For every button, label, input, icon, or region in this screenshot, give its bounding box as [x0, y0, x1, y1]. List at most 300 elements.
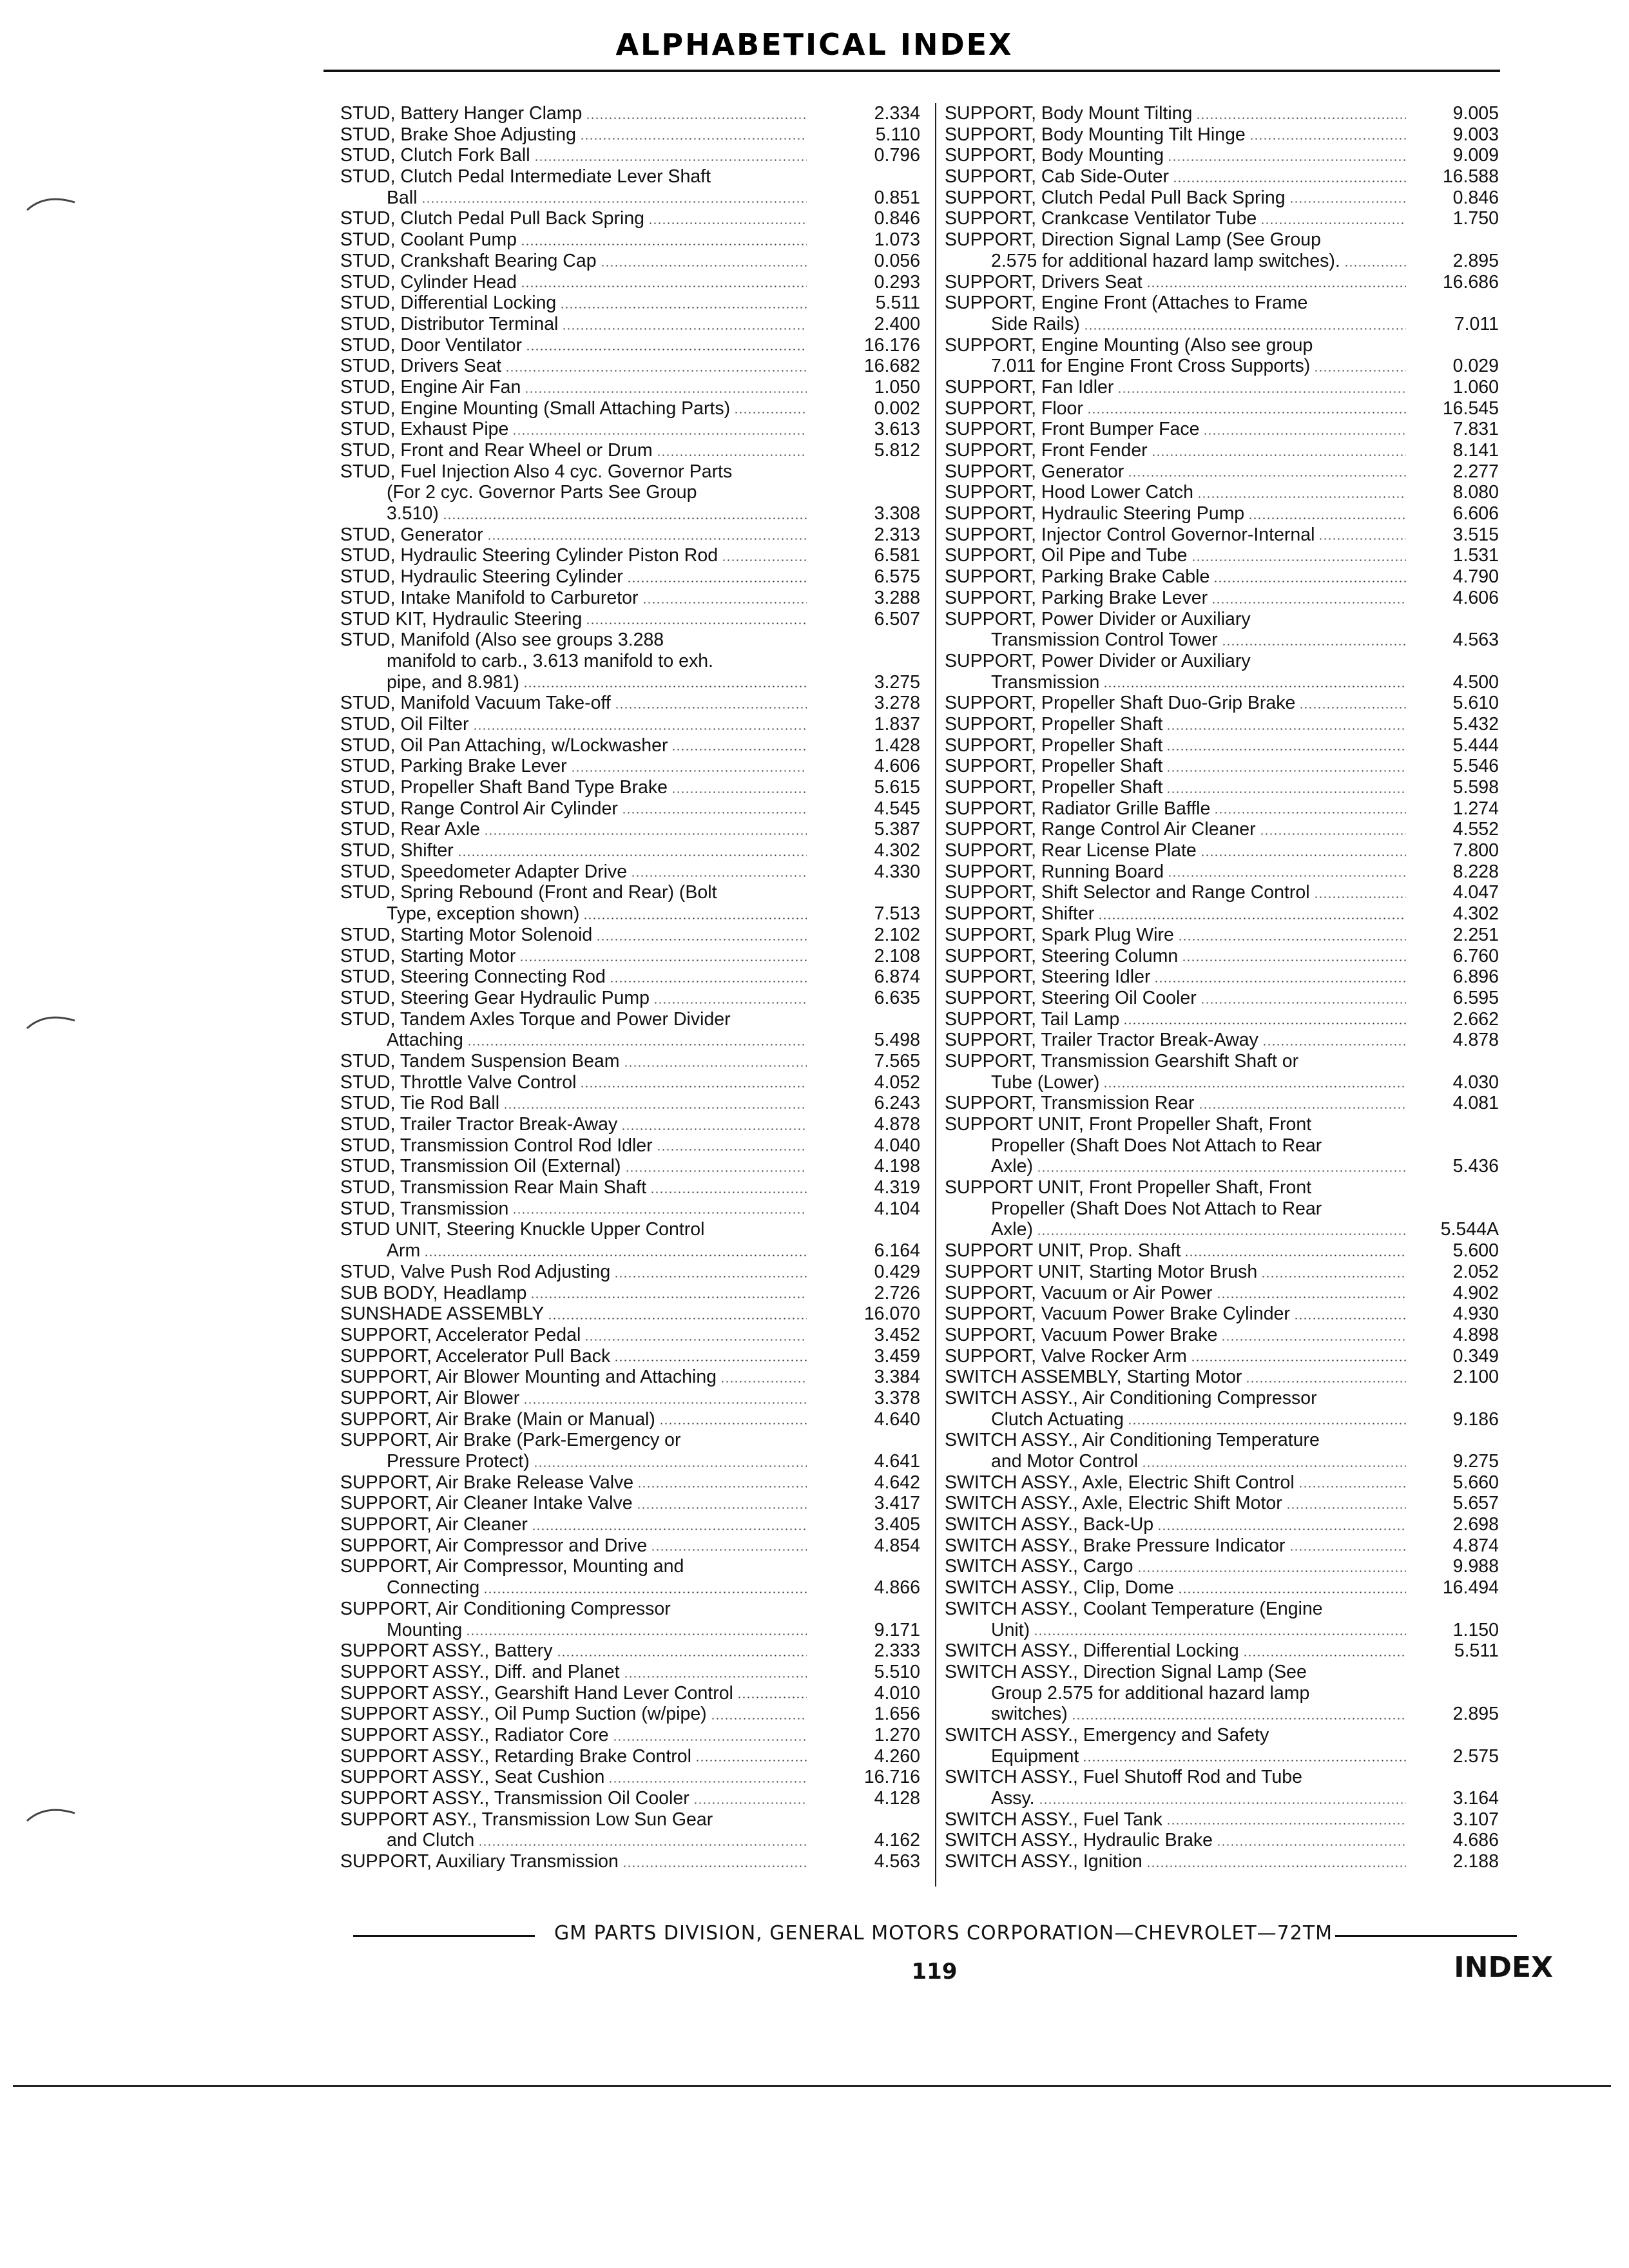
group-number: 1.656 [874, 1704, 920, 1725]
index-entry [340, 1556, 920, 1598]
index-entry-text: SUPPORT, Oil Pipe and Tube [945, 545, 1188, 566]
dot-leader [560, 307, 807, 309]
index-entry-text: STUD, Clutch Pedal Intermediate Lever Shaft [340, 166, 711, 187]
index-entry [340, 377, 920, 398]
index-entry-text: STUD, Speedometer Adapter Drive [340, 861, 628, 882]
dot-leader [1146, 1865, 1406, 1867]
index-entry-text: SUPPORT ASSY., Diff. and Planet [340, 1661, 620, 1682]
index-entry-text: SUPPORT, Trailer Tractor Break-Away [945, 1030, 1258, 1051]
dot-leader [487, 538, 807, 540]
index-entry [340, 1093, 920, 1114]
index-entry [340, 1599, 920, 1640]
index-entry-text: STUD, Brake Shoe Adjusting [340, 124, 576, 145]
index-entry [340, 566, 920, 588]
dot-leader [473, 728, 807, 730]
index-entry [340, 756, 920, 777]
index-entry [945, 1767, 1499, 1809]
dot-leader [1039, 1802, 1406, 1804]
dot-leader [483, 1591, 807, 1593]
index-entry-text: STUD, Hydraulic Steering Cylinder [340, 566, 623, 588]
index-entry [945, 1662, 1499, 1725]
dot-leader [1087, 412, 1406, 414]
group-number: 4.640 [874, 1408, 920, 1430]
group-number: 5.444 [1452, 735, 1499, 756]
group-number: 4.930 [1452, 1303, 1499, 1325]
dot-leader [1298, 1486, 1406, 1488]
index-entry-text: SUPPORT UNIT, Front Propeller Shaft, Front [945, 1114, 1312, 1135]
index-entry [340, 1198, 920, 1220]
index-entry-text: SWITCH ASSY., Brake Pressure Indicator [945, 1535, 1286, 1556]
dot-leader [651, 1549, 807, 1551]
dot-leader [586, 117, 807, 119]
group-number: 1.274 [1452, 798, 1499, 819]
index-entry [340, 693, 920, 714]
index-entry [945, 545, 1499, 566]
index-entry-text: SUPPORT, Shifter [945, 903, 1095, 925]
index-entry-text: SUB BODY, Headlamp [340, 1282, 527, 1303]
dot-leader [1166, 791, 1406, 793]
group-number: 5.660 [1452, 1472, 1499, 1493]
dot-leader [557, 1655, 807, 1657]
dot-leader [521, 285, 807, 287]
index-entry-text: SUPPORT, Rear License Plate [945, 840, 1197, 861]
index-entry-text: SWITCH ASSY., Differential Locking [945, 1640, 1239, 1662]
index-entry-text: SWITCH ASSY., Axle, Electric Shift Control [945, 1472, 1295, 1493]
index-entry-text: STUD, Hydraulic Steering Cylinder Piston Rod [340, 545, 718, 566]
index-entry [945, 145, 1499, 166]
index-entry [340, 1346, 920, 1367]
index-entry-text: STUD UNIT, Steering Knuckle Upper Control [340, 1219, 705, 1240]
index-entry [340, 1283, 920, 1304]
index-entry [340, 1640, 920, 1662]
dot-leader [526, 349, 807, 351]
index-entry-text: SUPPORT, Vacuum Power Brake Cylinder [945, 1303, 1290, 1325]
index-entry [945, 735, 1499, 756]
group-number: 9.186 [1452, 1408, 1499, 1430]
dot-leader [653, 1002, 807, 1004]
dot-leader [1184, 1254, 1406, 1256]
dot-leader [1289, 1549, 1406, 1551]
index-entry-text: STUD, Steering Gear Hydraulic Pump [340, 987, 650, 1008]
group-number: 4.878 [874, 1114, 920, 1135]
dot-leader [1037, 1233, 1406, 1235]
group-number: 5.544A [1440, 1219, 1499, 1240]
index-entry-text: SUPPORT, Transmission Gearshift Shaft or [945, 1050, 1299, 1072]
group-number: 7.565 [874, 1050, 920, 1072]
dot-leader [424, 1254, 807, 1256]
index-entry [340, 1851, 920, 1872]
group-number: 0.796 [874, 145, 920, 166]
index-entry [340, 1409, 920, 1430]
index-entry [340, 819, 920, 840]
group-number: 4.319 [874, 1177, 920, 1198]
index-entry [340, 1514, 920, 1535]
index-entry [340, 103, 920, 124]
index-entry-text: SUPPORT, Spark Plug Wire [945, 924, 1174, 945]
dot-leader [534, 159, 807, 161]
index-entry-text: SUPPORT ASSY., Battery [340, 1640, 553, 1662]
group-number: 2.662 [1452, 1008, 1499, 1030]
index-entry [340, 1788, 920, 1809]
index-entry [945, 1051, 1499, 1093]
index-entry-text: STUD, Tandem Suspension Beam [340, 1050, 620, 1072]
dot-leader [1168, 159, 1406, 161]
index-entry-text: SUPPORT UNIT, Starting Motor Brush [945, 1261, 1258, 1282]
dot-leader [671, 791, 807, 793]
index-entry [340, 251, 920, 272]
group-number: 16.682 [863, 356, 920, 377]
index-entry-text: Arm [387, 1240, 421, 1262]
group-number: 16.686 [1442, 271, 1499, 293]
group-number: 4.642 [874, 1472, 920, 1493]
dot-leader [1314, 896, 1406, 898]
index-entry [945, 882, 1499, 903]
group-number: 4.898 [1452, 1324, 1499, 1345]
index-entry-text: SWITCH ASSY., Emergency and Safety [945, 1724, 1269, 1745]
group-number: 4.641 [874, 1451, 920, 1472]
group-number: 3.275 [874, 671, 920, 693]
index-entry-text: SUPPORT, Air Blower [340, 1387, 520, 1408]
index-entry [340, 1177, 920, 1198]
index-entry [945, 988, 1499, 1009]
index-entry-text: SUPPORT, Crankcase Ventilator Tube [945, 208, 1257, 229]
index-entry-text: manifold to carb., 3.613 manifold to exh. [387, 650, 713, 671]
index-entry-text: SUPPORT, Valve Rocker Arm [945, 1345, 1187, 1367]
index-entry [945, 588, 1499, 609]
index-entry-text: SUPPORT, Propeller Shaft Duo-Grip Brake [945, 693, 1296, 714]
group-number: 4.302 [874, 840, 920, 861]
index-entry-text: SUPPORT, Air Compressor, Mounting and [340, 1556, 684, 1577]
group-number: 3.288 [874, 587, 920, 608]
dot-leader [734, 412, 807, 414]
index-entry [945, 966, 1499, 988]
dot-leader [695, 1760, 807, 1762]
dot-leader [627, 581, 807, 582]
index-entry [945, 1325, 1499, 1346]
dot-leader [532, 1528, 807, 1530]
dot-leader [1217, 1844, 1406, 1846]
dot-leader [534, 1465, 807, 1467]
index-entry [945, 461, 1499, 483]
index-entry-text: Connecting [387, 1577, 480, 1599]
dot-leader [1178, 939, 1406, 941]
group-number: 16.176 [863, 334, 920, 356]
dot-leader [1034, 1633, 1406, 1635]
group-number: 8.228 [1452, 861, 1499, 882]
index-entry [945, 798, 1499, 820]
index-entry-text: SUPPORT, Vacuum Power Brake [945, 1324, 1218, 1345]
title-rule [323, 70, 1500, 72]
index-entry-text: STUD, Drivers Seat [340, 356, 502, 377]
dot-leader [1072, 1718, 1406, 1720]
group-number: 3.164 [1452, 1788, 1499, 1809]
group-number: 5.498 [874, 1030, 920, 1051]
dot-leader [737, 1696, 807, 1698]
dot-leader [1246, 1381, 1406, 1383]
index-entry [945, 861, 1499, 883]
index-entry [945, 1346, 1499, 1367]
group-number: 2.698 [1452, 1514, 1499, 1535]
index-entry-text: SUPPORT, Tail Lamp [945, 1008, 1120, 1030]
index-entry [945, 103, 1499, 124]
group-number: 7.011 [1454, 313, 1499, 334]
scan-edge-rule [13, 2085, 1611, 2087]
dot-leader [421, 201, 807, 203]
index-entry [340, 1493, 920, 1514]
index-entry-text: STUD, Oil Filter [340, 713, 469, 735]
index-entry [340, 1430, 920, 1472]
dot-leader [519, 959, 807, 961]
group-number: 3.405 [874, 1514, 920, 1535]
index-entry [945, 1556, 1499, 1577]
index-entry-text: SUPPORT ASSY., Retarding Brake Control [340, 1745, 691, 1767]
index-entry [340, 293, 920, 314]
group-number: 4.260 [874, 1745, 920, 1767]
index-entry [945, 1514, 1499, 1535]
group-number: 3.613 [874, 419, 920, 440]
index-entry-text: Transmission [991, 671, 1100, 693]
index-entry-text: SUPPORT, Propeller Shaft [945, 777, 1163, 798]
index-entry-text: SUPPORT, Hydraulic Steering Pump [945, 503, 1245, 524]
index-entry [945, 1535, 1499, 1557]
dot-leader [657, 454, 807, 456]
dot-leader [1173, 180, 1406, 182]
group-number: 4.040 [874, 1135, 920, 1156]
index-entry-text: Mounting [387, 1619, 463, 1640]
index-entry [945, 440, 1499, 461]
index-entry [340, 966, 920, 988]
index-entry-text: Side Rails) [991, 313, 1080, 334]
group-number: 3.452 [874, 1324, 920, 1345]
index-entry [340, 461, 920, 524]
dot-leader [637, 1486, 807, 1488]
dot-leader [1166, 770, 1406, 772]
index-entry [945, 1851, 1499, 1872]
index-entry-text: STUD, Manifold Vacuum Take-off [340, 693, 611, 714]
index-entry [945, 1009, 1499, 1030]
index-entry [340, 1219, 920, 1261]
group-number: 3.459 [874, 1345, 920, 1367]
index-entry-text: STUD, Transmission [340, 1198, 509, 1219]
dot-leader [1117, 391, 1406, 393]
index-entry-text: SUPPORT, Generator [945, 461, 1124, 482]
index-entry-text: STUD, Coolant Pump [340, 229, 517, 251]
dot-leader [693, 1802, 807, 1804]
index-entry [945, 419, 1499, 440]
index-entry [945, 229, 1499, 271]
index-entry [945, 946, 1499, 967]
index-entry-text: STUD, Battery Hanger Clamp [340, 103, 583, 124]
group-number: 4.104 [874, 1198, 920, 1219]
index-entry [340, 1367, 920, 1388]
index-entry [945, 566, 1499, 588]
index-entry-text: Pressure Protect) [387, 1451, 530, 1472]
index-entry [945, 1177, 1499, 1240]
dot-leader [1213, 581, 1406, 582]
group-number: 4.790 [1452, 566, 1499, 588]
binder-hole-mark [26, 1005, 77, 1031]
dot-leader [466, 1633, 807, 1635]
index-entry [340, 1303, 920, 1325]
group-number: 2.895 [1452, 1704, 1499, 1725]
group-number: 4.330 [874, 861, 920, 882]
dot-leader [1286, 1507, 1406, 1509]
index-entry [945, 208, 1499, 229]
group-number: 6.595 [1452, 987, 1499, 1008]
index-entry [340, 840, 920, 861]
dot-leader [1142, 1465, 1406, 1467]
dot-leader [1128, 475, 1406, 477]
group-number: 0.293 [874, 271, 920, 293]
index-entry-text: SUPPORT, Propeller Shaft [945, 756, 1163, 777]
dot-leader [580, 1086, 807, 1088]
group-number: 4.162 [874, 1830, 920, 1851]
dot-leader [525, 391, 807, 393]
group-number: 2.102 [874, 924, 920, 945]
index-entry-text: 2.575 for additional hazard lamp switches). [991, 250, 1340, 271]
index-entry-text: STUD, Tie Rod Ball [340, 1093, 500, 1114]
group-number: 0.846 [1452, 187, 1499, 208]
dot-leader [615, 707, 807, 709]
group-number: 6.575 [874, 566, 920, 588]
group-number: 0.056 [874, 250, 920, 271]
index-entry-text: STUD, Distributor Terminal [340, 313, 559, 334]
index-entry [340, 861, 920, 883]
index-entry-text: STUD, Throttle Valve Control [340, 1072, 577, 1093]
group-number: 5.546 [1452, 756, 1499, 777]
dot-leader [521, 244, 807, 245]
index-entry-text: SWITCH ASSY., Fuel Shutoff Rod and Tube [945, 1767, 1302, 1788]
index-entry-text: SUPPORT, Front Bumper Face [945, 419, 1200, 440]
group-number: 4.198 [874, 1156, 920, 1177]
group-number: 2.334 [874, 103, 920, 124]
group-number: 2.188 [1452, 1851, 1499, 1872]
index-entry-text: SUPPORT, Power Divider or Auxiliary [945, 650, 1251, 671]
index-entry-text: SWITCH ASSY., Back-Up [945, 1514, 1154, 1535]
index-entry-text: SUPPORT UNIT, Front Propeller Shaft, Front [945, 1177, 1312, 1198]
dot-leader [601, 265, 807, 267]
index-entry [340, 1725, 920, 1746]
index-entry [945, 398, 1499, 419]
index-entry-text: SUPPORT, Transmission Rear [945, 1093, 1195, 1114]
index-entry-text: SUPPORT, Drivers Seat [945, 271, 1142, 293]
group-number: 4.302 [1452, 903, 1499, 925]
group-number: 1.073 [874, 229, 920, 251]
index-entry [945, 1093, 1499, 1114]
dot-leader [642, 602, 807, 604]
index-entry-text: SWITCH ASSY., Air Conditioning Compressor [945, 1387, 1317, 1408]
group-number: 7.513 [874, 903, 920, 925]
index-entry [340, 714, 920, 735]
dot-leader [458, 854, 807, 856]
index-entry-text: 3.510) [387, 503, 439, 524]
index-entry-text: SUPPORT, Auxiliary Transmission [340, 1851, 619, 1872]
dot-leader [625, 1170, 807, 1172]
index-entry [340, 335, 920, 356]
dot-leader [631, 875, 807, 877]
index-entry-text: STUD, Shifter [340, 840, 454, 861]
group-number: 4.545 [874, 798, 920, 819]
dot-leader [648, 222, 807, 224]
index-entry-text: SUPPORT, Radiator Grille Baffle [945, 798, 1211, 819]
group-number: 4.563 [874, 1851, 920, 1872]
group-number: 2.895 [1452, 250, 1499, 271]
group-number: 4.010 [874, 1682, 920, 1704]
group-number: 1.150 [1452, 1619, 1499, 1640]
group-number: 6.581 [874, 545, 920, 566]
index-entry [945, 693, 1499, 714]
index-entry-text: pipe, and 8.981) [387, 671, 519, 693]
index-entry [340, 1388, 920, 1409]
group-number: 4.686 [1452, 1830, 1499, 1851]
group-number: 0.851 [874, 187, 920, 208]
index-entry-text: SUPPORT, Steering Oil Cooler [945, 987, 1197, 1008]
group-number: 6.507 [874, 608, 920, 629]
group-number: 5.511 [875, 293, 920, 314]
index-entry-text: STUD, Exhaust Pipe [340, 419, 509, 440]
group-number: 4.874 [1452, 1535, 1499, 1556]
group-number: 2.400 [874, 313, 920, 334]
index-entry [945, 503, 1499, 524]
group-number: 7.831 [1452, 419, 1499, 440]
index-entry-text: SUPPORT, Engine Front (Attaches to Frame [945, 293, 1308, 314]
dot-leader [1299, 707, 1406, 709]
index-entry [945, 925, 1499, 946]
page-title: ALPHABETICAL INDEX [615, 27, 1014, 62]
index-entry-text: Transmission Control Tower [991, 629, 1218, 651]
index-entry-text: switches) [991, 1704, 1068, 1725]
index-entry-text: STUD, Door Ventilator [340, 334, 522, 356]
index-entry [945, 1283, 1499, 1304]
dot-leader [478, 1844, 807, 1846]
dot-leader [1103, 1086, 1406, 1088]
index-entry-text: SUPPORT, Engine Mounting (Also see group [945, 334, 1313, 356]
index-entry-text: Unit) [991, 1619, 1030, 1640]
index-entry-text: SUPPORT, Accelerator Pull Back [340, 1345, 611, 1367]
group-number: 6.874 [874, 966, 920, 988]
index-entry [340, 588, 920, 609]
index-entry [340, 609, 920, 630]
index-entry-text: STUD, Spring Rebound (Front and Rear) (Bolt [340, 882, 717, 903]
index-entry [340, 1746, 920, 1767]
index-entry-text: SUPPORT UNIT, Prop. Shaft [945, 1240, 1181, 1262]
index-entry-text: SUPPORT, Air Brake Release Valve [340, 1472, 634, 1493]
index-entry-text: SUPPORT, Direction Signal Lamp (See Group [945, 229, 1321, 251]
index-entry-text: SUPPORT, Air Conditioning Compressor [340, 1598, 671, 1619]
index-column-right [945, 103, 1499, 1872]
index-entry [340, 925, 920, 946]
dot-leader [622, 1865, 807, 1867]
index-entry [340, 1072, 920, 1093]
index-entry-text: STUD, Valve Push Rod Adjusting [340, 1261, 611, 1282]
index-entry-text: Tube (Lower) [991, 1072, 1100, 1093]
dot-leader [548, 1318, 807, 1320]
index-entry-text: STUD, Engine Air Fan [340, 376, 521, 398]
dot-leader [711, 1718, 807, 1720]
index-entry-text: STUD, Tandem Axles Torque and Power Divider [340, 1008, 731, 1030]
index-entry-text: 7.011 for Engine Front Cross Supports) [991, 356, 1311, 377]
index-entry-text: SUNSHADE ASSEMBLY [340, 1303, 545, 1325]
page-number: 119 [911, 1959, 958, 1984]
dot-leader [1154, 981, 1406, 983]
dot-leader [1103, 686, 1406, 687]
group-number: 2.575 [1452, 1745, 1499, 1767]
dot-leader [614, 1360, 807, 1361]
group-number: 16.588 [1442, 166, 1499, 187]
dot-leader [1294, 1318, 1406, 1320]
group-number: 5.110 [875, 124, 920, 145]
index-entry-text: STUD, Oil Pan Attaching, w/Lockwasher [340, 735, 668, 756]
